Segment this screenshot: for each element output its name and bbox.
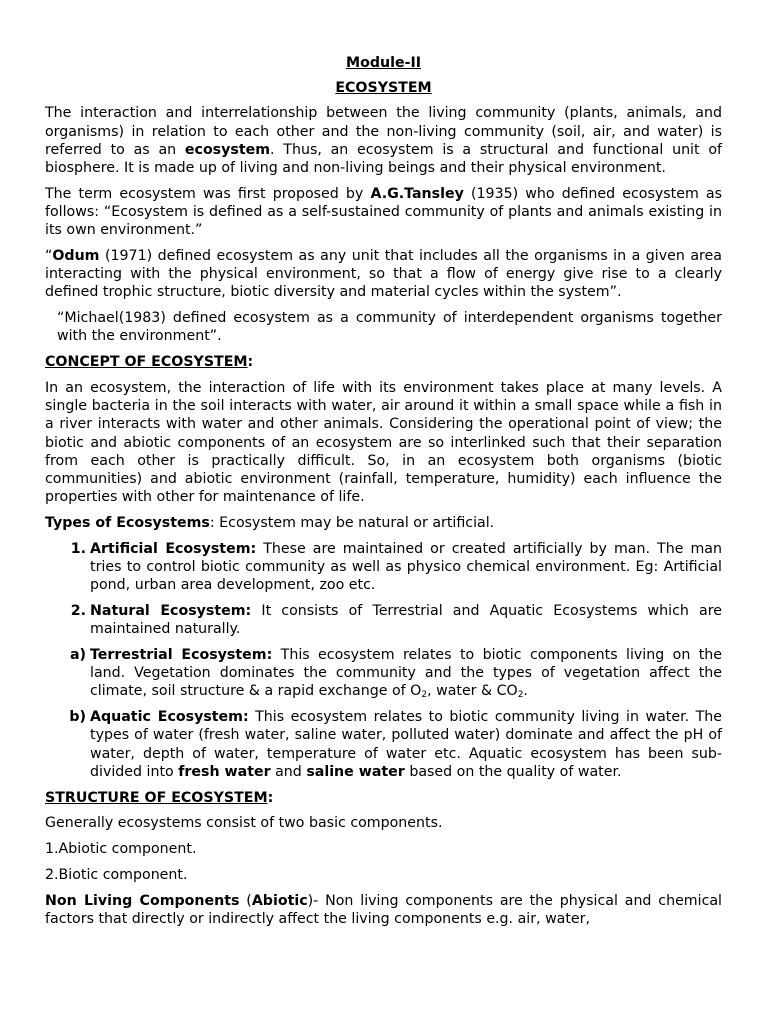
- intro-paragraph-4: “Michael(1983) defined ecosystem as a community of interdependent organisms together with the environment”.: [57, 310, 722, 345]
- concept-paragraph: In an ecosystem, the interaction of life with its environment takes place at many levels. A single bacteria in the soil interacts with water, air around it within a small space while a fish in a river interacts with water and other animals. Considering the operational point of view; the biotic and abiotic components of an ecosystem are so interlinked such that their separation from each other is practically difficult. So, in an ecosystem both organisms (biotic communities) and abiotic environment (rainfall, temperature, humidity) each influence the properties with other for maintenance of life.: [45, 380, 722, 506]
- component-abiotic: 1.Abiotic component.: [45, 841, 197, 858]
- intro-paragraph-3: “Odum (1971) defined ecosystem as any unit that includes all the organisms in a given area interacting with the physical environment, so that a flow of energy give rise to a clearly defined trophic structure, biotic diversity and material cycles within the system”.: [45, 248, 722, 301]
- document-page: [45, 54, 722, 936]
- structure-heading: STRUCTURE OF ECOSYSTEM:: [45, 789, 274, 806]
- intro-paragraph-1: The interaction and interrelationship between the living community (plants, animals, and organisms) in relation to each other and the non-living community (soil, air, and water) is referred to as an ecosystem. Thus, an ecosystem is a structural and functional unit of biosphere. It is made up of living and non-living beings and their physical environment.: [45, 105, 723, 177]
- list-item-terrestrial: a) Terrestrial Ecosystem: This ecosystem relates to biotic components living on the land. Vegetation dominates the community and the types of vegetation affect the climate, soil structure & a rapid exchange of $O_2$, water & $CO_2$.: [69, 647, 723, 701]
- non-living-paragraph: Non Living Components (Abiotic)- Non living components are the physical and chemical factors that directly or indirectly affect the living components e.g. air, water,: [45, 892, 723, 928]
- list-item-natural: 2. Natural Ecosystem: It consists of Terrestrial and Aquatic Ecosystems which are maintained naturally.: [70, 603, 722, 638]
- types-paragraph: Types of Ecosystems: Ecosystem may be natural or artificial.: [45, 515, 495, 532]
- list-item-artificial: 1. Artificial Ecosystem: These are maintained or created artificially by man. The man tries to control biotic community as well as physico chemical environment. Eg: Artificial pond, urban area development, zoo etc.: [70, 540, 722, 594]
- list-item-aquatic: b) Aquatic Ecosystem: This ecosystem relates to biotic community living in water. The types of water (fresh water, saline water, polluted water) dominate and affect the pH of water, depth of water, temperature of water etc. Aquatic ecosystem has been sub-divided into fresh water and saline water based on the quality of water.: [69, 709, 722, 780]
- structure-paragraph: Generally ecosystems consist of two basic components.: [45, 815, 443, 832]
- concept-heading: CONCEPT OF ECOSYSTEM:: [45, 354, 254, 371]
- module-title: Module-II: [345, 55, 422, 71]
- page-title: ECOSYSTEM: [335, 80, 432, 97]
- component-biotic: 2.Biotic component.: [45, 867, 188, 884]
- intro-paragraph-2: The term ecosystem was first proposed by A.G.Tansley (1935) who defined ecosystem as follows: “Ecosystem is defined as a self-sustained community of plants and animals existing in its own environment.”: [45, 185, 723, 239]
